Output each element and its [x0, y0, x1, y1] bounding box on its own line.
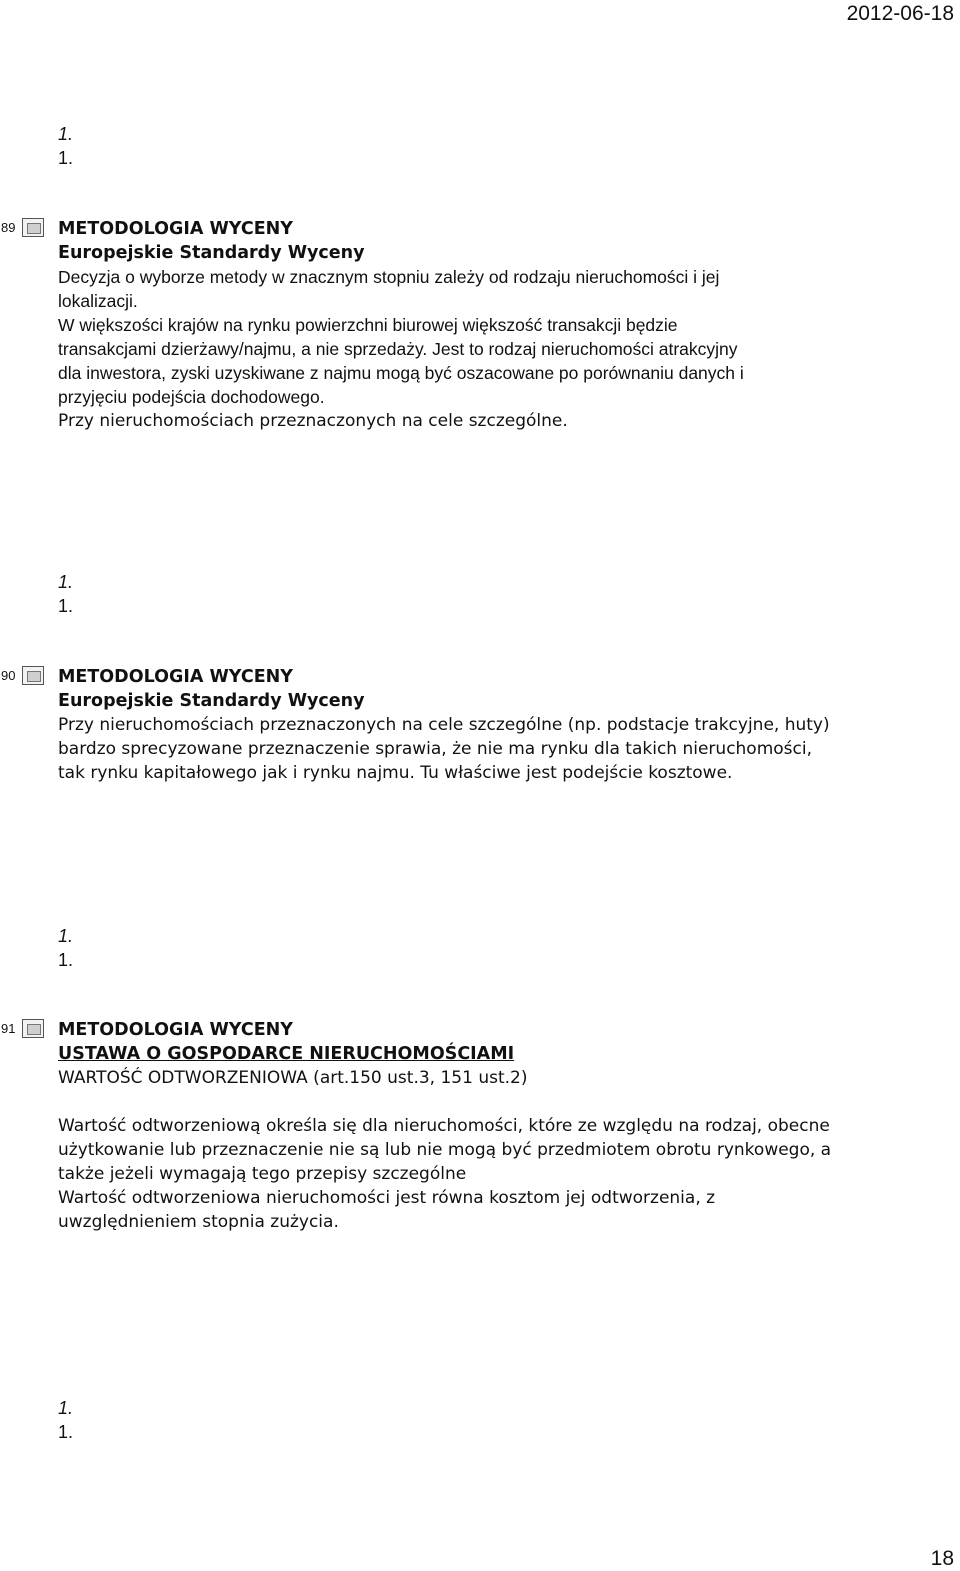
slide-number: 90 — [1, 668, 16, 683]
notes-line: transakcjami dzierżawy/najmu, a nie sprzedaży. Jest to rodzaj nieruchomości atrakcyjny — [58, 339, 738, 359]
notes-line: Przy nieruchomościach przeznaczonych na cele szczególne. — [58, 411, 568, 431]
outline-numbering — [58, 1396, 73, 1444]
notes-line: Decyzja o wyborze metody w znacznym stopniu zależy od rodzaju nieruchomości i jej — [58, 267, 720, 287]
slide-thumbnail-icon[interactable] — [22, 218, 44, 237]
slide-subtitle: Europejskie Standardy Wyceny — [58, 243, 365, 263]
outline-number: 1. — [58, 1422, 74, 1442]
notes-line: użytkowanie lub przeznaczenie nie są lub nie mogą być przedmiotem obrotu rynkowego, a — [58, 1140, 832, 1160]
outline-numbering — [58, 570, 73, 618]
notes-line: W większości krajów na rynku powierzchni biurowej większość transakcji będzie — [58, 315, 678, 335]
outline-number: 1. — [58, 572, 74, 592]
outline-number: 1. — [58, 124, 74, 144]
notes-line: przyjęciu podejścia dochodowego. — [58, 387, 325, 407]
notes-line: bardzo sprecyzowane przeznaczenie sprawia, że nie ma rynku dla takich nieruchomości, — [58, 739, 813, 759]
slide-notes — [58, 665, 848, 785]
outline-number: 1. — [58, 148, 74, 168]
slide-number: 91 — [1, 1021, 16, 1036]
notes-line: Przy nieruchomościach przeznaczonych na cele szczególne (np. podstacje trakcyjne, huty) — [58, 715, 830, 735]
outline-number: 1. — [58, 1398, 74, 1418]
slide-number: 89 — [1, 220, 16, 235]
notes-line: uwzględnieniem stopnia zużycia. — [58, 1212, 339, 1232]
slide-subtitle: Europejskie Standardy Wyceny — [58, 691, 365, 711]
outline-number: 1. — [58, 950, 74, 970]
notes-line: lokalizacji. — [58, 291, 138, 311]
slide-title: METODOLOGIA WYCENY — [58, 1020, 293, 1040]
notes-line: także jeżeli wymagają tego przepisy szczególne — [58, 1164, 467, 1184]
outline-number: 1. — [58, 926, 74, 946]
slide-thumbnail-icon[interactable] — [22, 1019, 44, 1038]
slide-title: METODOLOGIA WYCENY — [58, 667, 293, 687]
slide-thumbnail-icon[interactable] — [22, 666, 44, 685]
slide-subtitle: USTAWA O GOSPODARCE NIERUCHOMOŚCIAMI — [58, 1044, 515, 1064]
header-date: 2012-06-18 — [846, 2, 954, 25]
slide-notes — [58, 1018, 848, 1234]
page-number: 18 — [930, 1547, 954, 1570]
outline-numbering — [58, 122, 73, 170]
notes-heading: WARTOŚĆ ODTWORZENIOWA (art.150 ust.3, 151 ust.2) — [58, 1068, 528, 1088]
slide-notes — [58, 217, 848, 433]
outline-numbering — [58, 924, 73, 972]
slide-title: METODOLOGIA WYCENY — [58, 219, 293, 239]
notes-line: Wartość odtworzeniową określa się dla nieruchomości, które ze względu na rodzaj, obecne — [58, 1116, 830, 1136]
notes-line: dla inwestora, zyski uzyskiwane z najmu mogą być oszacowane po porównaniu danych i — [58, 363, 744, 383]
outline-number: 1. — [58, 596, 74, 616]
notes-line: Wartość odtworzeniowa nieruchomości jest równa kosztom jej odtworzenia, z — [58, 1188, 716, 1208]
notes-line: tak rynku kapitałowego jak i rynku najmu. Tu właściwe jest podejście kosztowe. — [58, 763, 733, 783]
